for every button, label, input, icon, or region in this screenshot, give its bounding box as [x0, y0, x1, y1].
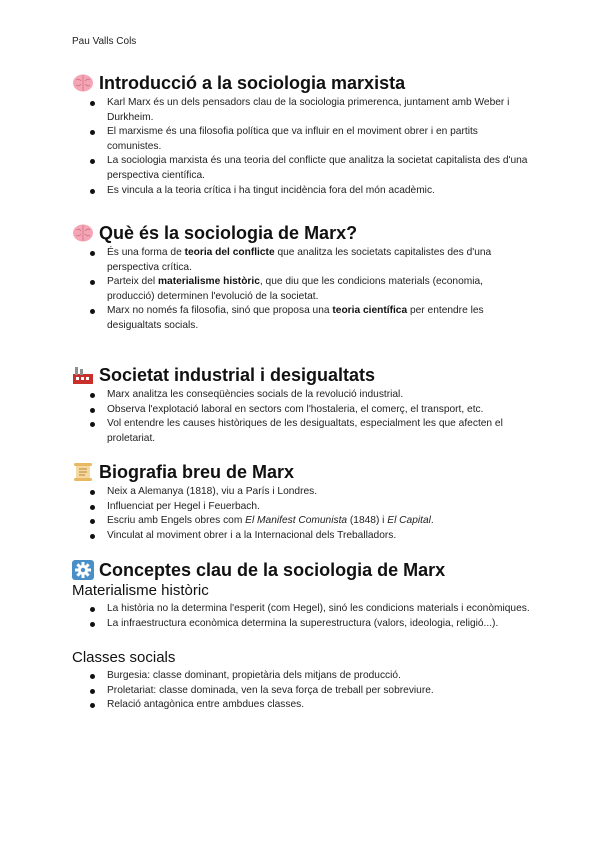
- list-item: La història no la determina l'esperit (com Hegel), sinó les condicions materials i econòmiques.: [72, 602, 532, 617]
- list-item: Escriu amb Engels obres com El Manifest Comunista (1848) i El Capital.: [72, 514, 532, 529]
- list-item: Marx analitza les conseqüències socials de la revolució industrial.: [72, 388, 532, 403]
- list-item: Influenciat per Hegel i Feuerbach.: [72, 500, 532, 515]
- list-item: La sociologia marxista és una teoria del conflicte que analitza la societat capitalista des d'una perspectiva científica.: [72, 154, 532, 183]
- list-item: Burgesia: classe dominant, propietària dels mitjans de producció.: [72, 669, 532, 684]
- section-heading: [72, 364, 532, 386]
- bullet-list: [72, 96, 532, 198]
- brain-icon: [72, 223, 94, 243]
- list-item: És una forma de teoria del conflicte que analitza les societats capitalistes des d'una perspectiva crítica.: [72, 246, 532, 275]
- bullet-list: [72, 388, 532, 446]
- section-title: Què és la sociologia de Marx?: [99, 223, 358, 243]
- section-biography: [72, 461, 532, 543]
- section-heading: [72, 72, 532, 94]
- list-item: El marxisme és una filosofia política que va influir en el moviment obrer i en partits comunistes.: [72, 125, 532, 154]
- list-item: Vol entendre les causes històriques de les desigualtats, especialment les que afecten el proletariat.: [72, 417, 532, 446]
- section-what-is: [72, 222, 532, 334]
- author-name: Pau Valls Cols: [72, 36, 137, 47]
- section-intro: [72, 72, 532, 198]
- scroll-icon: [72, 462, 94, 482]
- list-item: Proletariat: classe dominada, ven la seva força de treball per sobreviure.: [72, 684, 532, 699]
- list-item: Marx no només fa filosofia, sinó que proposa una teoria científica per entendre les desigualtats socials.: [72, 304, 532, 333]
- bullet-list: [72, 602, 532, 631]
- list-item: Karl Marx és un dels pensadors clau de la sociologia primerenca, juntament amb Weber i Durkheim.: [72, 96, 532, 125]
- list-item: Parteix del materialisme històric, que diu que les condicions materials (economia, producció) determinen l'evolució de la societat.: [72, 275, 532, 304]
- bullet-list: [72, 669, 532, 713]
- list-item: Vinculat al moviment obrer i a la Internacional dels Treballadors.: [72, 529, 532, 544]
- subsection-heading: Materialisme històric: [72, 582, 209, 599]
- section-industrial: [72, 364, 532, 446]
- section-title: Conceptes clau de la sociologia de Marx: [99, 560, 446, 580]
- section-heading: [72, 222, 532, 244]
- section-title: Biografia breu de Marx: [99, 462, 295, 482]
- section-title: Societat industrial i desigualtats: [99, 365, 376, 385]
- list-item: Relació antagònica entre ambdues classes.: [72, 698, 532, 713]
- factory-icon: [72, 365, 94, 385]
- list-item: La infraestructura econòmica determina la superestructura (valors, ideologia, religió...).: [72, 617, 532, 632]
- subsection-heading: Classes socials: [72, 649, 176, 667]
- section-heading: [72, 461, 532, 483]
- brain-icon: [72, 73, 94, 93]
- section-title: Introducció a la sociologia marxista: [99, 73, 406, 93]
- bullet-list: [72, 485, 532, 543]
- list-item: Neix a Alemanya (1818), viu a París i Londres.: [72, 485, 532, 500]
- gear-icon: [72, 560, 94, 580]
- section-heading: [72, 559, 532, 581]
- bullet-list: [72, 246, 532, 334]
- list-item: Es vincula a la teoria crítica i ha tingut incidència fora del món acadèmic.: [72, 184, 532, 199]
- list-item: Observa l'explotació laboral en sectors com l'hostaleria, el comerç, el transport, etc.: [72, 403, 532, 418]
- section-key-concepts: [72, 559, 532, 713]
